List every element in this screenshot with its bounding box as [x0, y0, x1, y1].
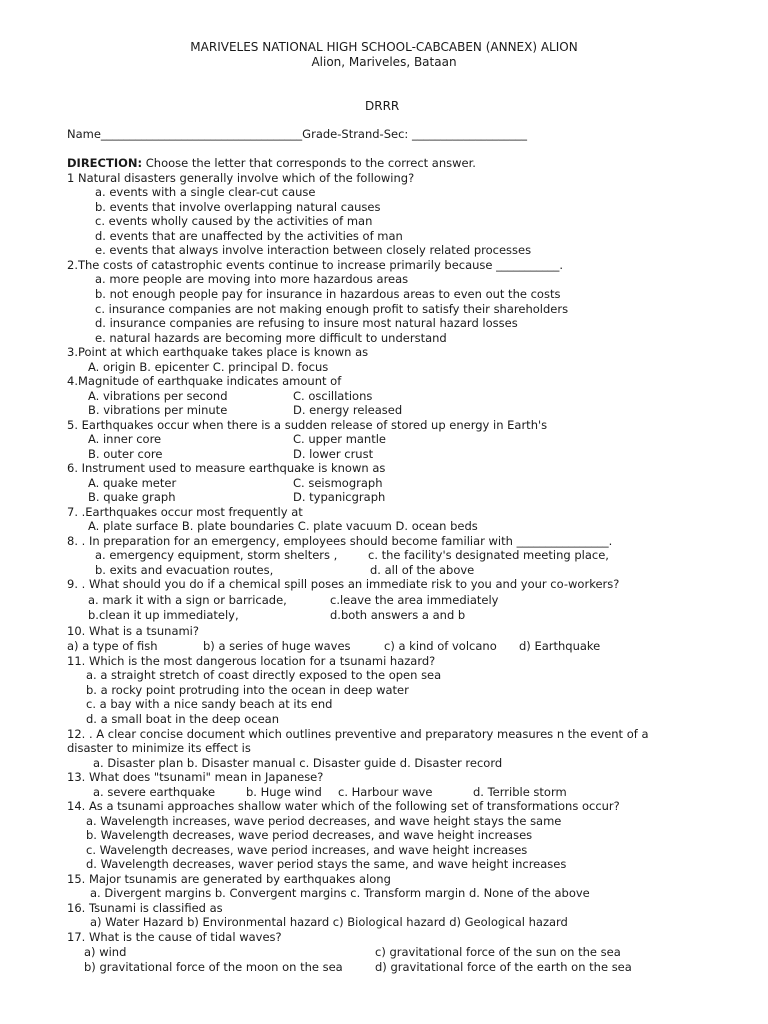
- quiz-line: A. inner core: [88, 432, 162, 446]
- quiz-line: 7. .Earthquakes occur most frequently at: [67, 505, 303, 519]
- quiz-line: d. all of the above: [370, 563, 475, 577]
- quiz-line: C. oscillations: [293, 389, 373, 403]
- quiz-line: 11. Which is the most dangerous location for a tsunami hazard?: [67, 654, 436, 668]
- quiz-line: a) Water Hazard b) Environmental hazard c) Biological hazard d) Geological hazard: [90, 915, 568, 929]
- quiz-line: A. origin B. epicenter C. principal D. focus: [88, 360, 329, 374]
- quiz-line: d.both answers a and b: [330, 608, 466, 622]
- quiz-line: c. Harbour wave: [338, 785, 433, 799]
- quiz-line: e. events that always involve interaction between closely related processes: [95, 243, 532, 257]
- school-name: MARIVELES NATIONAL HIGH SCHOOL-CABCABEN (ANNEX) ALION: [190, 40, 578, 54]
- quiz-line: b. Huge wind: [246, 785, 322, 799]
- quiz-line: b. not enough people pay for insurance in hazardous areas to even out the costs: [95, 287, 561, 301]
- quiz-line: a. events with a single clear-cut cause: [95, 185, 316, 199]
- quiz-line: D. energy released: [293, 403, 403, 417]
- quiz-line: B. quake graph: [88, 490, 176, 504]
- quiz-line: b. exits and evacuation routes,: [95, 563, 274, 577]
- quiz-line: b. Wavelength decreases, wave period decreases, and wave height increases: [86, 828, 533, 842]
- quiz-line: 9. . What should you do if a chemical spill poses an immediate risk to you and your co-workers?: [67, 577, 620, 591]
- quiz-line: 3.Point at which earthquake takes place is known as: [67, 345, 369, 359]
- quiz-line: 15. Major tsunamis are generated by earthquakes along: [67, 872, 391, 886]
- quiz-line: c. the facility's designated meeting place,: [368, 548, 609, 562]
- quiz-line: a. emergency equipment, storm shelters ,: [95, 548, 338, 562]
- quiz-line: d. insurance companies are refusing to insure most natural hazard losses: [95, 316, 518, 330]
- quiz-line: 13. What does "tsunami" mean in Japanese?: [67, 770, 324, 784]
- quiz-line: 14. As a tsunami approaches shallow water which of the following set of transformations occur?: [67, 799, 620, 813]
- quiz-line: a. Divergent margins b. Convergent margins c. Transform margin d. None of the above: [90, 886, 590, 900]
- quiz-line: 17. What is the cause of tidal waves?: [67, 930, 282, 944]
- direction-label: DIRECTION:: [67, 156, 143, 170]
- quiz-line: disaster to minimize its effect is: [67, 741, 251, 755]
- quiz-line: C. seismograph: [293, 476, 383, 490]
- quiz-line: D. lower crust: [293, 447, 374, 461]
- quiz-line: d. Terrible storm: [473, 785, 567, 799]
- quiz-line: 16. Tsunami is classified as: [67, 901, 223, 915]
- quiz-line: c) a kind of volcano: [384, 639, 497, 653]
- quiz-line: 12. . A clear concise document which outlines preventive and preparatory measures n the event of a: [67, 727, 649, 741]
- quiz-line: c. Wavelength decreases, wave period increases, and wave height increases: [86, 843, 528, 857]
- direction: [67, 156, 476, 170]
- quiz-line: 1 Natural disasters generally involve which of the following?: [67, 171, 415, 185]
- quiz-line: A. plate surface B. plate boundaries C. plate vacuum D. ocean beds: [88, 519, 478, 533]
- quiz-line: d) gravitational force of the earth on the sea: [375, 960, 632, 974]
- quiz-line: a. Wavelength increases, wave period decreases, and wave height stays the same: [86, 814, 562, 828]
- quiz-line: a. severe earthquake: [93, 785, 216, 799]
- quiz-line: a) wind: [84, 945, 127, 959]
- quiz-line: a. a straight stretch of coast directly exposed to the open sea: [86, 668, 442, 682]
- quiz-line: B. outer core: [88, 447, 163, 461]
- quiz-line: c.leave the area immediately: [330, 593, 499, 607]
- quiz-line: 10. What is a tsunami?: [67, 624, 199, 638]
- quiz-line: C. upper mantle: [293, 432, 387, 446]
- quiz-line: 2.The costs of catastrophic events continue to increase primarily because ___________.: [67, 258, 564, 272]
- quiz-line: b. a rocky point protruding into the ocean in deep water: [86, 683, 409, 697]
- quiz-line: 8. . In preparation for an emergency, employees should become familiar with ________________.: [67, 534, 613, 548]
- quiz-line: D. typanicgraph: [293, 490, 386, 504]
- quiz-line: a) a type of fish: [67, 639, 158, 653]
- quiz-line: d. Wavelength decreases, waver period stays the same, and wave height increases: [86, 857, 567, 871]
- name-grade-line: Name___________________________________Grade-Strand-Sec: ____________________: [67, 127, 527, 141]
- direction-text: Choose the letter that corresponds to the correct answer.: [142, 156, 476, 170]
- quiz-line: b) gravitational force of the moon on the sea: [84, 960, 343, 974]
- quiz-line: b.clean it up immediately,: [88, 608, 239, 622]
- quiz-line: c. insurance companies are not making enough profit to satisfy their shareholders: [95, 302, 569, 316]
- quiz-line: b. events that involve overlapping natural causes: [95, 200, 381, 214]
- quiz-line: a. mark it with a sign or barricade,: [88, 593, 287, 607]
- quiz-line: c. events wholly caused by the activities of man: [95, 214, 373, 228]
- quiz-line: b) a series of huge waves: [203, 639, 351, 653]
- school-address: Alion, Mariveles, Bataan: [311, 55, 457, 69]
- quiz-line: d. events that are unaffected by the activities of man: [95, 229, 403, 243]
- quiz-line: c. a bay with a nice sandy beach at its end: [86, 697, 333, 711]
- quiz-line: 5. Earthquakes occur when there is a sudden release of stored up energy in Earth's: [67, 418, 548, 432]
- quiz-line: a. more people are moving into more hazardous areas: [95, 272, 409, 286]
- quiz-line: d. a small boat in the deep ocean: [86, 712, 279, 726]
- quiz-line: a. Disaster plan b. Disaster manual c. Disaster guide d. Disaster record: [93, 756, 503, 770]
- subject-title: DRRR: [365, 99, 400, 113]
- quiz-line: 6. Instrument used to measure earthquake is known as: [67, 461, 386, 475]
- quiz-line: A. quake meter: [88, 476, 177, 490]
- quiz-line: B. vibrations per minute: [88, 403, 228, 417]
- quiz-line: d) Earthquake: [519, 639, 601, 653]
- quiz-line: 4.Magnitude of earthquake indicates amount of: [67, 374, 342, 388]
- quiz-line: A. vibrations per second: [88, 389, 228, 403]
- quiz-line: c) gravitational force of the sun on the sea: [375, 945, 621, 959]
- quiz-line: e. natural hazards are becoming more difficult to understand: [95, 331, 447, 345]
